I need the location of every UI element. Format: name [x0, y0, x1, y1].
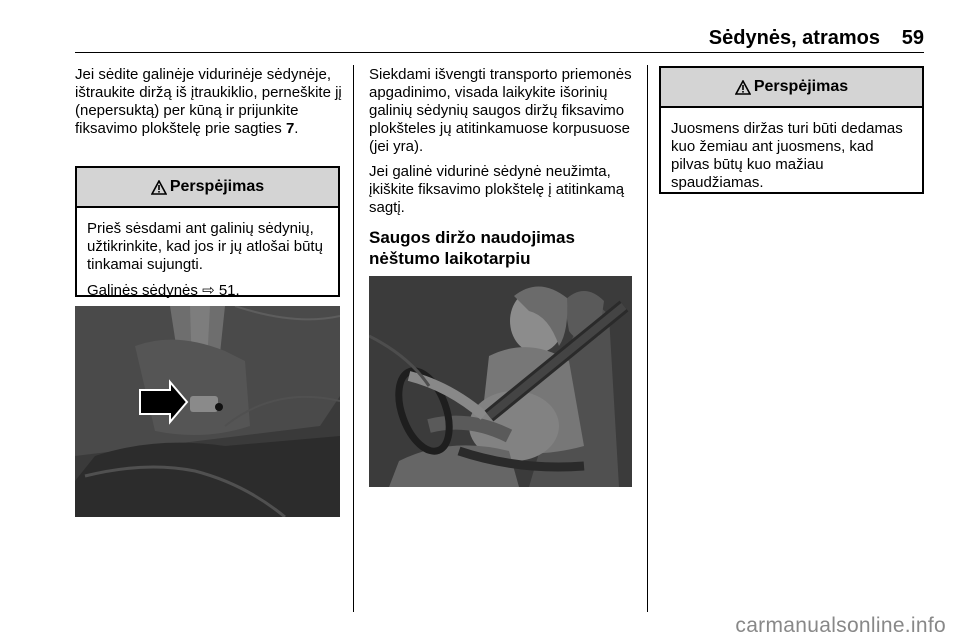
pregnant-driver-illustration [369, 276, 632, 487]
warning-triangle-icon [151, 180, 167, 195]
sagtis-number: 7 [285, 120, 295, 137]
warning-title: Perspėjimas [169, 178, 265, 195]
paragraph-middle-seat: Jei galinė vidurinė sėdynė neužimta, įkiškite fiksavimo plokštelę į atitinkamą sagtį. [369, 163, 625, 216]
warning-text: Juosmens diržas turi būti dedamas kuo žemiau ant juosmens, kad pilvas būtų kuo mažiau spaudžiamas. [671, 120, 903, 191]
warning-header [661, 68, 922, 108]
warning-text: Prieš sėsdami ant galinių sėdynių, užtikrinkite, kad jos ir jų atlošai būtų tinkamai sujungti. [87, 220, 323, 273]
paragraph-damage: Siekdami išvengti transporto priemonės apgadinimo, visada laikykite išorinių galinių sėdynių saugos diržų fiksavimo plokšteles jų atitinkamuose korpusuose (jei yra). [369, 66, 632, 155]
warning-box-seats [75, 166, 340, 297]
warning-title: Perspėjimas [753, 78, 849, 95]
intro-paragraph: Jei sėdite galinėje vidurinėje sėdynėje, ištraukite diržą iš įtraukiklio, perneškite jį (nepersuktą) per kūną ir prijunkite fiksavimo plokštelę prie sagties 7. [75, 66, 342, 137]
warning-header [77, 168, 338, 208]
page-header-title: Sėdynės, atramos [708, 27, 880, 49]
column-divider [353, 65, 354, 612]
page-ref-arrow-icon: ⇨ [202, 282, 215, 299]
warning-triangle-icon [735, 80, 751, 95]
watermark: carmanualsonline.info [735, 614, 946, 637]
column-divider [647, 65, 648, 612]
column-2 [369, 66, 639, 269]
section-heading: Saugos diržo naudojimas nėštumo laikotarpiu [369, 228, 575, 268]
seat-belt-buckle-illustration [75, 306, 340, 517]
column-1 [75, 66, 347, 145]
warning-box-pregnancy [659, 66, 924, 194]
header-rule [75, 52, 924, 53]
page-number: 59 [901, 27, 924, 49]
warning-reference: Galinės sėdynės ⇨ 51. [87, 282, 240, 299]
